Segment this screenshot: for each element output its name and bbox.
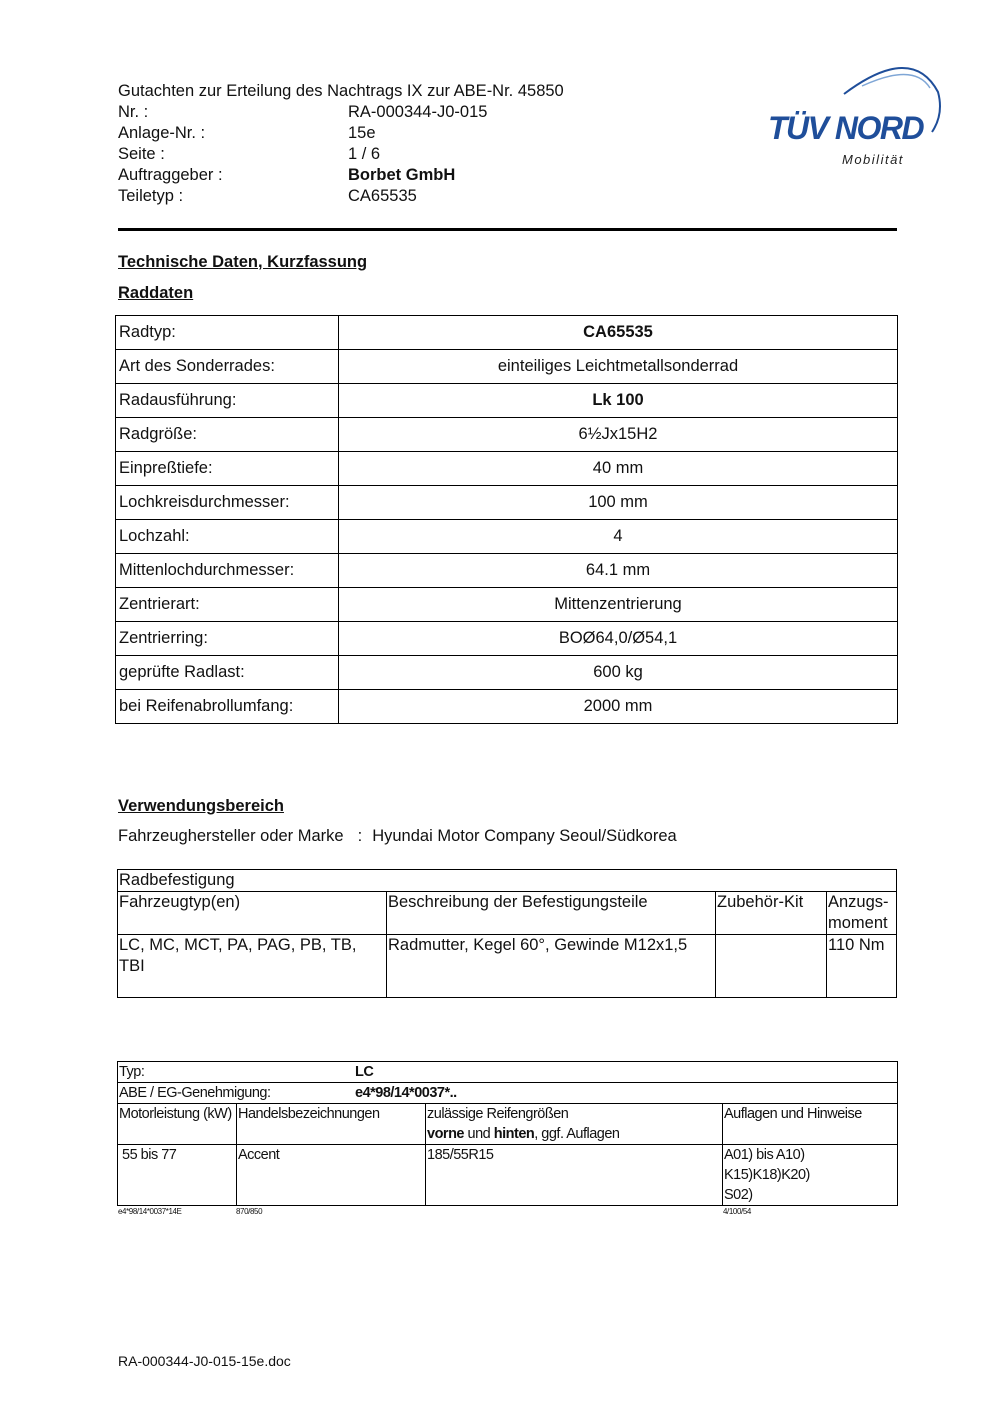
- logo-subtitle: Mobilität: [842, 152, 904, 167]
- row-label: Radtyp:: [116, 316, 339, 350]
- row-label: Zentrierart:: [116, 588, 339, 622]
- header-row-nr: [118, 102, 564, 123]
- header-label: Auftraggeber :: [118, 166, 223, 184]
- table-row: [116, 418, 898, 452]
- column-header-reifen: [426, 1104, 723, 1145]
- row-label: Mittenlochdurchmesser:: [116, 554, 339, 588]
- reifen-rest: , ggf. Auflagen: [534, 1126, 620, 1142]
- header-label: Teiletyp :: [118, 187, 184, 205]
- maker-label: Fahrzeughersteller oder Marke: [118, 827, 344, 845]
- fahrzeug-table: [117, 1061, 898, 1206]
- header-label: Nr. :: [118, 103, 149, 121]
- typ-value: LC: [355, 1064, 374, 1080]
- row-value: Mittenzentrierung: [339, 588, 898, 622]
- row-value: 100 mm: [339, 486, 898, 520]
- reifen-line2: [427, 1124, 721, 1144]
- table-row: [118, 1145, 898, 1206]
- row-label: Einpreßtiefe:: [116, 452, 339, 486]
- header-value: 1 / 6: [348, 145, 381, 163]
- logo-wordmark: TÜV NORD: [768, 110, 924, 146]
- reifen-vorne: vorne: [427, 1126, 464, 1142]
- maker-value: Hyundai Motor Company Seoul/Südkorea: [372, 827, 677, 845]
- header-row-anlage: [118, 123, 564, 144]
- table-header-row: [118, 892, 897, 935]
- table-row: [116, 656, 898, 690]
- table-cell: Radmutter, Kegel 60°, Gewinde M12x1,5: [387, 935, 716, 998]
- verwendung-heading: Verwendungsbereich: [118, 797, 284, 815]
- column-header: Anzugs-moment: [827, 892, 897, 935]
- table-row: [116, 486, 898, 520]
- maker-separator: :: [357, 827, 363, 845]
- row-label: geprüfte Radlast:: [116, 656, 339, 690]
- row-value: Lk 100: [339, 384, 898, 418]
- row-label: Radausführung:: [116, 384, 339, 418]
- row-value: 2000 mm: [339, 690, 898, 724]
- table-row: [118, 935, 897, 998]
- footnote-bolt: 4/100/54: [723, 1207, 751, 1216]
- document-filename: RA-000344-J0-015-15e.doc: [118, 1353, 291, 1369]
- row-value: BOØ64,0/Ø54,1: [339, 622, 898, 656]
- row-value: 64.1 mm: [339, 554, 898, 588]
- header-value: RA-000344-J0-015: [348, 103, 488, 121]
- header-row-teiletyp: [118, 186, 564, 207]
- column-header: Auflagen und Hinweise: [723, 1104, 898, 1145]
- table-cell: LC, MC, MCT, PA, PAG, PB, TB, TBI: [118, 935, 387, 998]
- reifen-und: und: [464, 1126, 494, 1142]
- table-cell: 185/55R15: [426, 1145, 723, 1206]
- header-divider: [118, 228, 897, 231]
- table-cell: 55 bis 77: [118, 1145, 237, 1206]
- table-title: Radbefestigung: [118, 870, 897, 892]
- row-label: Radgröße:: [116, 418, 339, 452]
- row-value: 600 kg: [339, 656, 898, 690]
- typ-cell: [118, 1062, 898, 1083]
- auflagen-line: K15)K18)K20): [724, 1167, 810, 1183]
- auflagen-line: A01) bis A10): [724, 1147, 805, 1163]
- footnote-weight: 870/850: [236, 1207, 263, 1216]
- row-value: 4: [339, 520, 898, 554]
- table-row: [116, 554, 898, 588]
- table-row: [116, 384, 898, 418]
- footnote-approval: e4*98/14*0037*14E: [118, 1207, 182, 1216]
- table-row: [116, 588, 898, 622]
- table-row: [116, 452, 898, 486]
- abe-value: e4*98/14*0037*..: [355, 1085, 457, 1101]
- table-row: [116, 350, 898, 384]
- typ-row: [118, 1062, 898, 1083]
- table-row: [116, 690, 898, 724]
- column-header: Zubehör-Kit: [716, 892, 827, 935]
- auflagen-cell: [723, 1145, 898, 1206]
- reifen-line1: zulässige Reifengrößen: [427, 1106, 569, 1122]
- raddaten-table: [115, 315, 898, 724]
- row-value: 40 mm: [339, 452, 898, 486]
- table-row: [116, 622, 898, 656]
- header-value: 15e: [348, 124, 376, 142]
- abe-row: [118, 1083, 898, 1104]
- reifen-hinten: hinten: [493, 1126, 535, 1142]
- header-row-auftraggeber: [118, 165, 564, 186]
- maker-line: [118, 827, 677, 846]
- row-value: CA65535: [339, 316, 898, 350]
- row-label: Art des Sonderrades:: [116, 350, 339, 384]
- table-cell: 110 Nm: [827, 935, 897, 998]
- abe-label: ABE / EG-Genehmigung:: [119, 1085, 271, 1101]
- table-cell: [716, 935, 827, 998]
- typ-label: Typ:: [119, 1064, 145, 1080]
- table-row: [116, 520, 898, 554]
- document-header: [118, 81, 564, 207]
- auflagen-line: S02): [724, 1187, 753, 1203]
- column-header: Fahrzeugtyp(en): [118, 892, 387, 935]
- column-header: Motorleistung (kW): [118, 1104, 237, 1145]
- table-header-row: [118, 1104, 898, 1145]
- row-label: Zentrierring:: [116, 622, 339, 656]
- document-title: Gutachten zur Erteilung des Nachtrags IX zur ABE-Nr. 45850: [118, 82, 564, 100]
- row-value: 6½Jx15H2: [339, 418, 898, 452]
- row-label: Lochzahl:: [116, 520, 339, 554]
- header-value: CA65535: [348, 187, 417, 205]
- row-label: bei Reifenabrollumfang:: [116, 690, 339, 724]
- header-label: Anlage-Nr. :: [118, 124, 206, 142]
- section-title: Technische Daten, Kurzfassung: [118, 253, 368, 271]
- column-header: Beschreibung der Befestigungsteile: [387, 892, 716, 935]
- radbefestigung-table: [117, 869, 897, 998]
- table-cell: Accent: [237, 1145, 426, 1206]
- header-label: Seite :: [118, 145, 165, 163]
- abe-cell: [118, 1083, 898, 1104]
- tuv-nord-logo: [762, 58, 942, 173]
- raddaten-heading: Raddaten: [118, 284, 194, 302]
- column-header: Handelsbezeichnungen: [237, 1104, 426, 1145]
- row-label: Lochkreisdurchmesser:: [116, 486, 339, 520]
- header-value: Borbet GmbH: [348, 166, 456, 184]
- table-title-row: [118, 870, 897, 892]
- table-row: [116, 316, 898, 350]
- row-value: einteiliges Leichtmetallsonderrad: [339, 350, 898, 384]
- header-row-seite: [118, 144, 564, 165]
